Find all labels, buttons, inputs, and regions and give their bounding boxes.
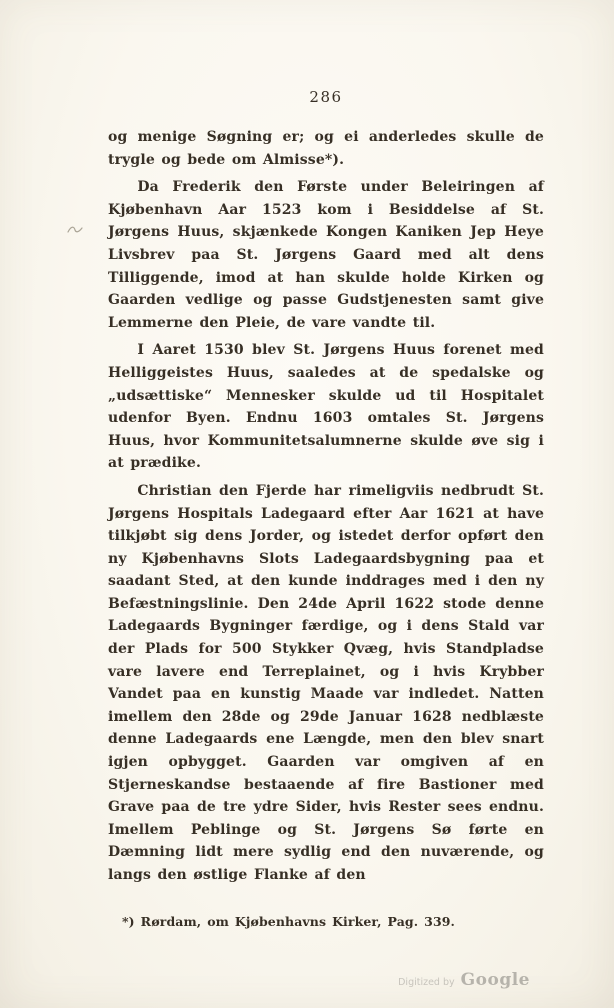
google-logo: Google (460, 970, 530, 990)
body-text (108, 126, 544, 933)
paragraph: og menige Søgning er; og ei anderledes skulle de trygle og bede om Almisse*). (108, 129, 544, 168)
handwritten-margin-mark (66, 222, 84, 241)
footnote: *) Rørdam, om Kjøbenhavns Kirker, Pag. 339. (122, 913, 456, 929)
paragraph: I Aaret 1530 blev St. Jørgens Huus forenet med Helliggeistes Huus, saaledes at de spedalske og „udsættiske“ Mennesker skulde ud til Hospitalet udenfor Byen. Endnu 1603 omtales St. Jørgens Huus, hvor Kommunitetsalumnerne skulde øve sig i at prædike. (108, 342, 544, 472)
paragraph: Christian den Fjerde har rimeligviis nedbrudt St. Jørgens Hospitals Ladegaard efter Aar 1621 at have tilkjøbt sig dens Jorder, og istedet derfor opført den ny Kjøbenhavns Slots Ladegaardsbygning paa et saadant Sted, at den kunde inddrages med i den ny Befæstningslinie. Den 24de April 1622 stode denne Ladegaards Bygninger færdige, og i dens Stald var der Plads for 500 Stykker Qvæg, hvis Standpladse vare lavere end Terreplainet, og i hvis Krybber Vandet paa en kunstig Maade var indledet. Natten imellem den 28de og 29de Januar 1628 nedblæste denne Ladegaards ene Længde, men den blev snart igjen opbygget. Gaarden var omgiven af en Stjerneskandse bestaaende af fire Bastioner med Grave paa de tre ydre Sider, hvis Rester sees endnu. Imellem Peblinge og St. Jørgens Sø førte en Dæmning lidt mere sydlig end den nuværende, og langs den østlige Flanke af den (108, 482, 544, 883)
watermark-prefix: Digitized by (398, 977, 455, 988)
digitized-by-watermark (398, 970, 530, 990)
paragraph: Da Frederik den Første under Beleiringen af Kjøbenhavn Aar 1523 kom i Besiddelse af St. Jørgens Huus, skjænkede Kongen Kaniken Jep Heye Livsbrev paa St. Jørgens Gaard med alt dens Tilliggende, imod at han skulde holde Kirken og Gaarden vedlige og passe Gudstjenesten samt give Lemmerne den Pleie, de vare vandte til. (108, 179, 544, 331)
page-number: 286 (309, 88, 343, 106)
